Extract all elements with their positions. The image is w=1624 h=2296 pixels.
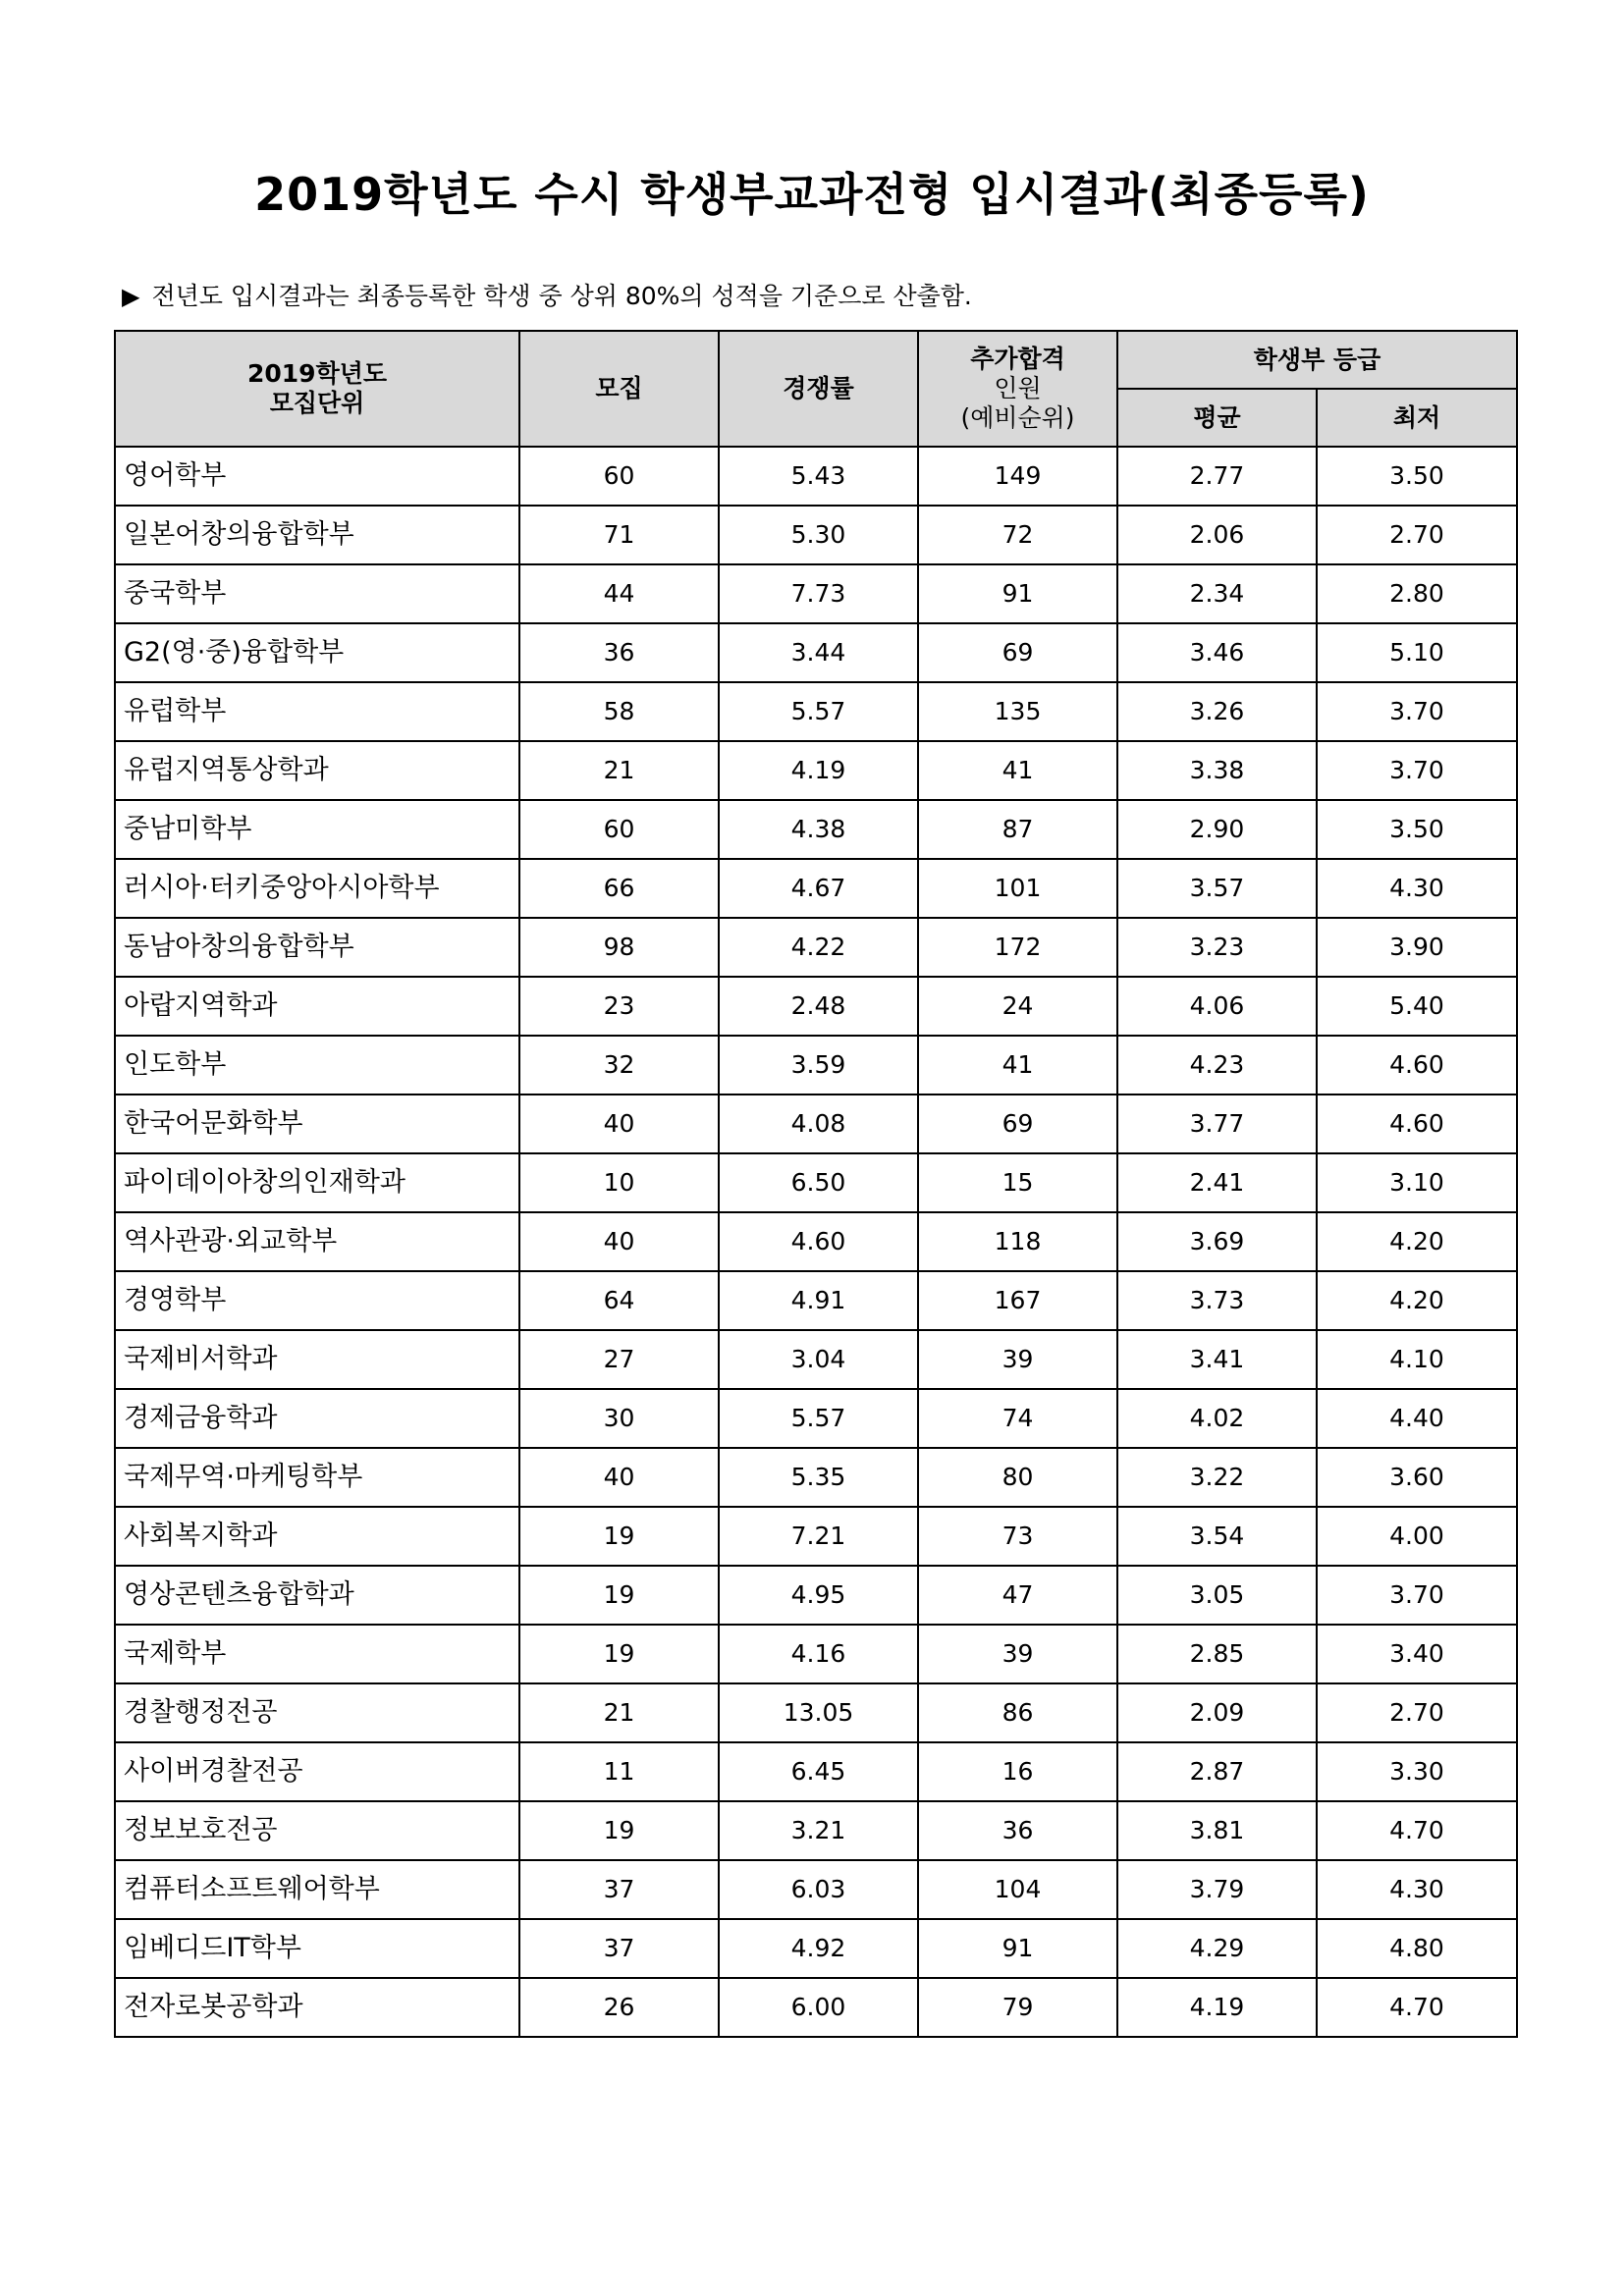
cell-recruit: 19 [519,1801,719,1860]
table-row [115,859,1517,918]
cell-grade-avg: 3.57 [1117,859,1317,918]
cell-recruit: 21 [519,1683,719,1742]
header-additional-line3: (예비순위) [960,403,1075,432]
cell-unit: 인도학부 [115,1036,519,1095]
cell-grade-min: 3.60 [1317,1448,1517,1507]
table-row [115,741,1517,800]
cell-grade-min: 2.70 [1317,506,1517,564]
table-row [115,1978,1517,2037]
cell-grade-min: 3.70 [1317,1566,1517,1625]
table-row [115,1919,1517,1978]
cell-competition: 3.44 [719,623,918,682]
cell-competition: 4.91 [719,1271,918,1330]
cell-additional: 167 [918,1271,1117,1330]
cell-grade-min: 5.10 [1317,623,1517,682]
cell-unit: 유럽지역통상학과 [115,741,519,800]
cell-unit: 경찰행정전공 [115,1683,519,1742]
cell-grade-min: 4.30 [1317,1860,1517,1919]
cell-unit: 국제학부 [115,1625,519,1683]
cell-competition: 4.92 [719,1919,918,1978]
cell-grade-min: 4.30 [1317,859,1517,918]
cell-unit: 일본어창의융합학부 [115,506,519,564]
cell-grade-min: 4.60 [1317,1095,1517,1153]
cell-grade-min: 4.60 [1317,1036,1517,1095]
cell-additional: 16 [918,1742,1117,1801]
cell-unit: 사이버경찰전공 [115,1742,519,1801]
header-unit [115,331,519,447]
cell-grade-avg: 2.90 [1117,800,1317,859]
cell-competition: 4.38 [719,800,918,859]
cell-unit: 컴퓨터소프트웨어학부 [115,1860,519,1919]
cell-recruit: 23 [519,977,719,1036]
cell-recruit: 66 [519,859,719,918]
cell-competition: 7.21 [719,1507,918,1566]
cell-grade-avg: 2.87 [1117,1742,1317,1801]
table-row [115,800,1517,859]
cell-unit: 사회복지학과 [115,1507,519,1566]
table-row [115,564,1517,623]
cell-competition: 4.08 [719,1095,918,1153]
cell-unit: 전자로봇공학과 [115,1978,519,2037]
cell-competition: 4.16 [719,1625,918,1683]
cell-competition: 4.95 [719,1566,918,1625]
cell-grade-min: 3.30 [1317,1742,1517,1801]
cell-grade-avg: 3.23 [1117,918,1317,977]
header-recruit: 모집 [519,331,719,447]
table-row [115,682,1517,741]
cell-recruit: 44 [519,564,719,623]
cell-additional: 24 [918,977,1117,1036]
header-additional [918,331,1117,447]
table-row [115,1801,1517,1860]
cell-grade-avg: 2.77 [1117,447,1317,506]
cell-grade-min: 2.70 [1317,1683,1517,1742]
cell-grade-avg: 3.38 [1117,741,1317,800]
cell-grade-avg: 3.46 [1117,623,1317,682]
cell-grade-avg: 3.41 [1117,1330,1317,1389]
cell-grade-avg: 2.41 [1117,1153,1317,1212]
cell-competition: 6.00 [719,1978,918,2037]
cell-grade-min: 4.70 [1317,1801,1517,1860]
cell-grade-avg: 4.23 [1117,1036,1317,1095]
page-title: 2019학년도 수시 학생부교과전형 입시결과(최종등록) [254,168,1370,221]
cell-competition: 3.21 [719,1801,918,1860]
cell-grade-min: 4.10 [1317,1330,1517,1389]
table-row [115,1507,1517,1566]
results-table [114,330,1518,2038]
cell-competition: 5.30 [719,506,918,564]
cell-recruit: 71 [519,506,719,564]
cell-additional: 74 [918,1389,1117,1448]
table-header [115,331,1517,447]
cell-additional: 91 [918,1919,1117,1978]
note-text: 전년도 입시결과는 최종등록한 학생 중 상위 80%의 성적을 기준으로 산출함. [151,282,972,310]
cell-additional: 69 [918,623,1117,682]
cell-competition: 6.50 [719,1153,918,1212]
cell-recruit: 32 [519,1036,719,1095]
cell-additional: 135 [918,682,1117,741]
cell-recruit: 37 [519,1860,719,1919]
cell-grade-avg: 3.26 [1117,682,1317,741]
cell-competition: 3.59 [719,1036,918,1095]
cell-recruit: 19 [519,1507,719,1566]
cell-competition: 4.19 [719,741,918,800]
cell-additional: 80 [918,1448,1117,1507]
header-additional-line1: 추가합격 [970,345,1065,373]
table-row [115,918,1517,977]
header-grade-avg: 평균 [1117,389,1317,447]
cell-unit: 파이데이아창의인재학과 [115,1153,519,1212]
triangle-bullet-icon: ▶ [122,283,140,310]
cell-recruit: 40 [519,1212,719,1271]
header-grade-group: 학생부 등급 [1117,331,1517,389]
cell-grade-min: 4.20 [1317,1271,1517,1330]
table-row [115,1212,1517,1271]
cell-recruit: 37 [519,1919,719,1978]
cell-unit: 국제무역·마케팅학부 [115,1448,519,1507]
cell-additional: 86 [918,1683,1117,1742]
cell-grade-avg: 3.79 [1117,1860,1317,1919]
cell-grade-avg: 4.19 [1117,1978,1317,2037]
cell-additional: 36 [918,1801,1117,1860]
cell-additional: 91 [918,564,1117,623]
cell-additional: 101 [918,859,1117,918]
cell-recruit: 40 [519,1095,719,1153]
cell-additional: 118 [918,1212,1117,1271]
cell-additional: 47 [918,1566,1117,1625]
cell-grade-min: 4.20 [1317,1212,1517,1271]
cell-recruit: 19 [519,1625,719,1683]
cell-grade-avg: 3.69 [1117,1212,1317,1271]
cell-unit: 한국어문화학부 [115,1095,519,1153]
cell-recruit: 64 [519,1271,719,1330]
table-row [115,1095,1517,1153]
cell-competition: 4.60 [719,1212,918,1271]
cell-unit: 아랍지역학과 [115,977,519,1036]
cell-grade-avg: 2.09 [1117,1683,1317,1742]
cell-unit: G2(영·중)융합학부 [115,623,519,682]
cell-recruit: 30 [519,1389,719,1448]
cell-competition: 5.43 [719,447,918,506]
cell-recruit: 58 [519,682,719,741]
cell-competition: 6.45 [719,1742,918,1801]
cell-unit: 국제비서학과 [115,1330,519,1389]
cell-grade-avg: 2.34 [1117,564,1317,623]
table-row [115,1036,1517,1095]
table-row [115,1271,1517,1330]
cell-recruit: 36 [519,623,719,682]
cell-competition: 4.67 [719,859,918,918]
table-row [115,506,1517,564]
cell-unit: 중남미학부 [115,800,519,859]
cell-recruit: 27 [519,1330,719,1389]
cell-grade-avg: 3.22 [1117,1448,1317,1507]
cell-grade-min: 3.50 [1317,447,1517,506]
table-row [115,447,1517,506]
cell-additional: 104 [918,1860,1117,1919]
cell-recruit: 26 [519,1978,719,2037]
cell-unit: 동남아창의융합학부 [115,918,519,977]
table-row [115,1742,1517,1801]
cell-grade-min: 3.40 [1317,1625,1517,1683]
cell-additional: 39 [918,1625,1117,1683]
cell-additional: 69 [918,1095,1117,1153]
cell-additional: 41 [918,1036,1117,1095]
cell-grade-min: 3.10 [1317,1153,1517,1212]
cell-grade-min: 3.70 [1317,741,1517,800]
table-row [115,1448,1517,1507]
table-row [115,623,1517,682]
cell-recruit: 19 [519,1566,719,1625]
cell-additional: 172 [918,918,1117,977]
table-row [115,1153,1517,1212]
cell-unit: 임베디드IT학부 [115,1919,519,1978]
header-unit-line1: 2019학년도 [246,359,388,388]
table-row [115,977,1517,1036]
cell-grade-avg: 3.73 [1117,1271,1317,1330]
cell-grade-min: 4.70 [1317,1978,1517,2037]
table-row [115,1566,1517,1625]
cell-unit: 경영학부 [115,1271,519,1330]
cell-grade-min: 5.40 [1317,977,1517,1036]
cell-unit: 영상콘텐츠융합학과 [115,1566,519,1625]
cell-unit: 러시아·터키중앙아시아학부 [115,859,519,918]
cell-grade-avg: 2.85 [1117,1625,1317,1683]
cell-competition: 3.04 [719,1330,918,1389]
cell-additional: 41 [918,741,1117,800]
cell-additional: 73 [918,1507,1117,1566]
cell-additional: 39 [918,1330,1117,1389]
table-row [115,1683,1517,1742]
cell-grade-avg: 3.05 [1117,1566,1317,1625]
cell-competition: 5.35 [719,1448,918,1507]
cell-recruit: 60 [519,800,719,859]
cell-grade-min: 4.40 [1317,1389,1517,1448]
cell-competition: 6.03 [719,1860,918,1919]
cell-additional: 79 [918,1978,1117,2037]
cell-grade-min: 4.00 [1317,1507,1517,1566]
cell-recruit: 40 [519,1448,719,1507]
table-row [115,1625,1517,1683]
cell-competition: 4.22 [719,918,918,977]
cell-competition: 7.73 [719,564,918,623]
cell-recruit: 10 [519,1153,719,1212]
cell-grade-avg: 3.77 [1117,1095,1317,1153]
table-row [115,1860,1517,1919]
table-row [115,1389,1517,1448]
cell-competition: 2.48 [719,977,918,1036]
cell-grade-avg: 3.81 [1117,1801,1317,1860]
cell-additional: 87 [918,800,1117,859]
cell-grade-avg: 2.06 [1117,506,1317,564]
cell-unit: 영어학부 [115,447,519,506]
cell-grade-avg: 4.06 [1117,977,1317,1036]
cell-grade-min: 3.90 [1317,918,1517,977]
cell-grade-min: 3.50 [1317,800,1517,859]
cell-competition: 5.57 [719,1389,918,1448]
header-competition: 경쟁률 [719,331,918,447]
cell-grade-min: 3.70 [1317,682,1517,741]
cell-unit: 중국학부 [115,564,519,623]
cell-recruit: 60 [519,447,719,506]
cell-grade-avg: 3.54 [1117,1507,1317,1566]
cell-grade-avg: 4.29 [1117,1919,1317,1978]
cell-competition: 13.05 [719,1683,918,1742]
cell-recruit: 11 [519,1742,719,1801]
header-grade-min: 최저 [1317,389,1517,447]
cell-grade-min: 4.80 [1317,1919,1517,1978]
cell-recruit: 98 [519,918,719,977]
header-additional-line2: 인원 [994,374,1042,402]
cell-unit: 역사관광·외교학부 [115,1212,519,1271]
cell-additional: 15 [918,1153,1117,1212]
cell-unit: 경제금융학과 [115,1389,519,1448]
cell-competition: 5.57 [719,682,918,741]
cell-recruit: 21 [519,741,719,800]
cell-unit: 정보보호전공 [115,1801,519,1860]
note [122,277,972,312]
table-row [115,1330,1517,1389]
table-body [115,447,1517,2037]
cell-grade-avg: 4.02 [1117,1389,1317,1448]
cell-additional: 72 [918,506,1117,564]
cell-unit: 유럽학부 [115,682,519,741]
cell-additional: 149 [918,447,1117,506]
cell-grade-min: 2.80 [1317,564,1517,623]
header-unit-line2: 모집단위 [269,389,365,417]
